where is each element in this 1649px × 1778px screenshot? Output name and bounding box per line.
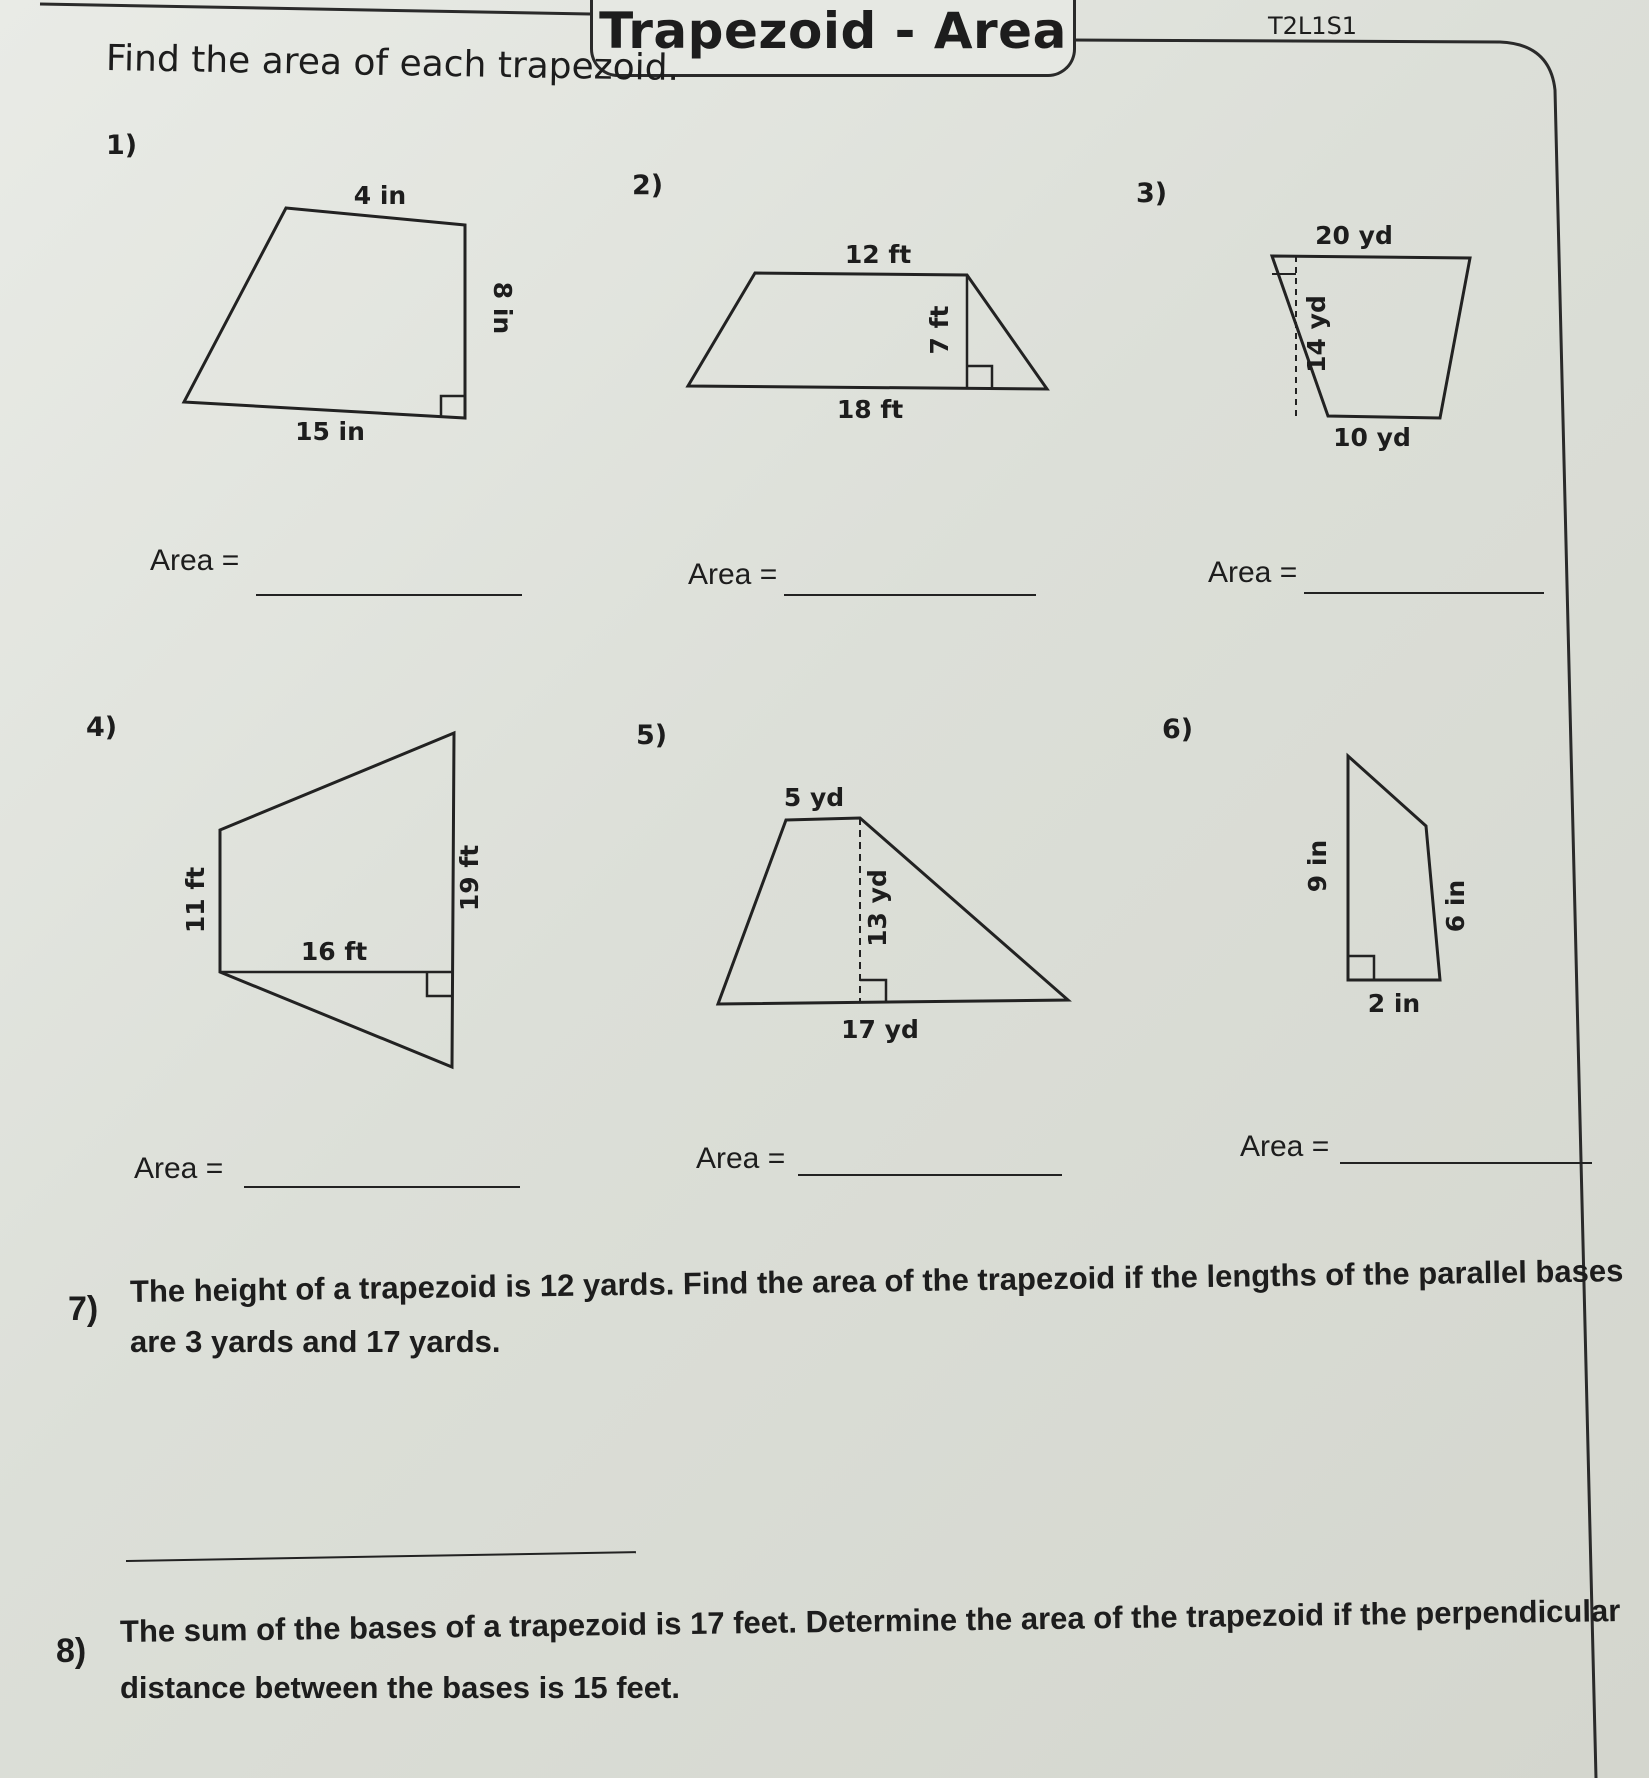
label-6-bottom: 2 in [1367,989,1421,1018]
label-1-top: 4 in [353,181,407,210]
trapezoid-4 [220,733,454,1067]
label-5-top: 5 yd [783,783,845,812]
area-label-6: Area = [1240,1130,1330,1163]
label-1-height: 8 in [488,281,517,335]
label-5-height: 13 yd [863,869,892,947]
label-3-bottom: 10 yd [1333,423,1411,452]
answer-line-6[interactable] [1340,1162,1592,1164]
problem-8-number: 8) [56,1632,87,1670]
area-label-1: Area = [150,544,240,577]
problem-7-line-2: are 3 yards and 17 yards. [130,1324,501,1359]
answer-line-3[interactable] [1304,592,1544,594]
label-2-bottom: 18 ft [836,395,904,424]
right-angle-4 [427,972,452,996]
trapezoid-1 [184,208,465,418]
label-6-left: 9 in [1303,839,1332,893]
area-label-4: Area = [134,1152,224,1185]
page-title: Trapezoid - Area [599,2,1067,60]
area-label-3: Area = [1208,556,1298,589]
problem-1-number: 1) [106,130,138,161]
label-4-left: 11 ft [181,866,210,934]
trapezoid-5 [718,818,1068,1004]
problem-6-number: 6) [1162,714,1194,745]
trapezoid-6 [1348,756,1440,980]
worksheet-code: T2L1S1 [1268,12,1358,40]
problem-7-number: 7) [68,1290,99,1328]
problem-2-number: 2) [632,170,664,201]
right-angle-5 [860,980,886,1002]
right-angle-6 [1348,956,1374,980]
label-5-bottom: 17 yd [841,1015,919,1044]
problem-4-number: 4) [86,712,118,743]
problem-8-line-2: distance between the bases is 15 feet. [120,1670,680,1705]
answer-line-5[interactable] [798,1174,1062,1176]
problem-8-line-1: The sum of the bases of a trapezoid is 17 feet. Determine the area of the trapezoid if the perpendicular [119,1593,1621,1649]
right-angle-1 [441,396,465,418]
problem-3-number: 3) [1136,178,1168,209]
label-4-base: 16 ft [300,937,368,966]
label-2-height: 7 ft [925,305,954,355]
answer-line-2[interactable] [784,594,1036,596]
label-6-right: 6 in [1441,879,1470,933]
label-2-top: 12 ft [844,240,912,269]
area-label-2: Area = [688,558,778,591]
instructions: Find the area of each trapezoid. [105,38,680,89]
answer-line-1[interactable] [256,594,522,596]
answer-line-4[interactable] [244,1186,520,1188]
label-4-right: 19 ft [455,844,484,912]
area-label-5: Area = [696,1142,786,1175]
label-3-top: 20 yd [1315,221,1393,250]
problem-7-line-1: The height of a trapezoid is 12 yards. Find the area of the trapezoid if the lengths of the parallel bases [129,1253,1624,1309]
right-angle-2 [967,366,992,389]
label-1-bottom: 15 in [295,417,365,446]
label-3-height: 14 yd [1302,295,1331,373]
problem-5-number: 5) [636,720,668,751]
